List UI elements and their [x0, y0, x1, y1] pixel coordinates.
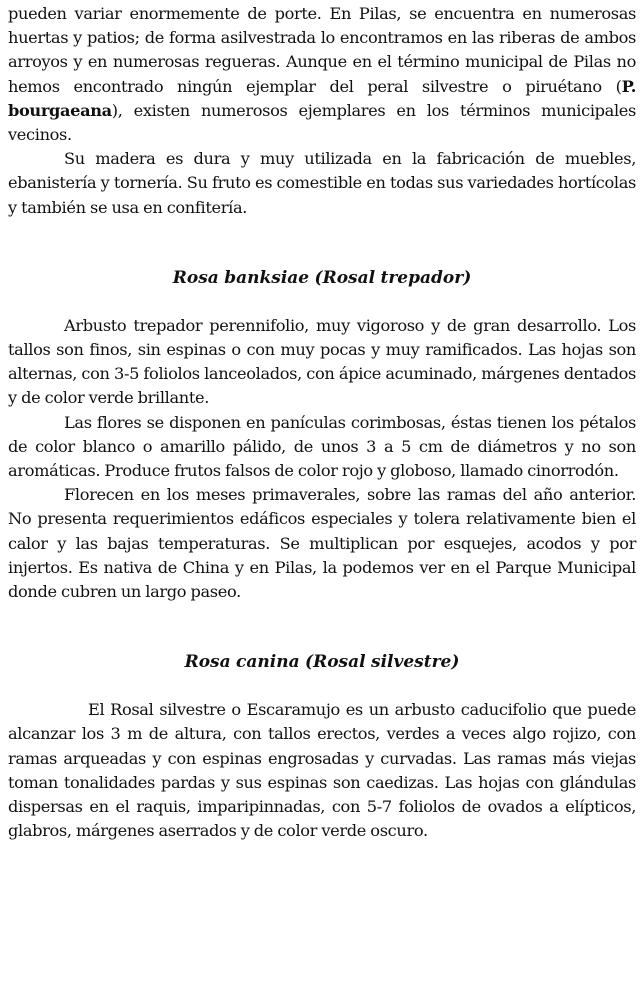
document-page [8, 2, 636, 843]
paragraph-banksiae-flowering: Florecen en los meses primaverales, sobre las ramas del año anterior. No presenta requerimientos edáficos especiales y tolera relativamente bien el calor y las bajas temperaturas. Se multiplican por esquejes, acodos y por injertos. Es nativa de China y en Pilas, la podemos ver en el Parque Municipal donde cubren un largo paseo. [8, 485, 636, 602]
paragraph-banksiae-description: Arbusto trepador perennifolio, muy vigoroso y de gran desarrollo. Los tallos son finos, sin espinas o con muy pocas y muy ramificados. Las hojas son alternas, con 3-5 foliolos lanceolados, con ápice acuminado, márgenes dentados y de color verde brillante. [8, 315, 636, 408]
section-heading-rosa-banksiae: Rosa banksiae (Rosal trepador) [172, 267, 472, 288]
paragraph-pyrus-distribution [8, 2, 636, 147]
paragraph-text: pueden variar enormemente de porte. En Pilas, se encuentra en numerosas huertas y patios; de forma asilvestrada lo encontramos en las riberas de ambos arroyos y en numerosas regueras. Aunque en el término municipal de Pilas no hemos encontrado ningún ejemplar del peral silvestre o piruétano ( [8, 4, 636, 96]
paragraph-canina-description: El Rosal silvestre o Escaramujo es un arbusto caducifolio que puede alcanzar los 3 m de altura, con tallos erectos, verdes a veces algo rojizo, con ramas arqueadas y con espinas engrosadas y curvadas. Las ramas más viejas toman tonalidades pardas y sus espinas son caedizas. Las hojas con glándulas dispersas en el raquis, imparipinnadas, con 5-7 foliolos de ovados a elípticos, glabros, márgenes aserrados y de color verde oscuro. [8, 700, 636, 841]
paragraph-text: ), existen numerosos ejemplares en los términos municipales vecinos. [8, 100, 636, 145]
scientific-name: P. bourgaeana [8, 76, 636, 120]
paragraph-pyrus-uses: Su madera es dura y muy utilizada en la fabricación de muebles, ebanistería y tornería. Su fruto es comestible en todas sus variedades hortícolas y también se usa en confitería. [8, 149, 636, 217]
section-heading-rosa-canina: Rosa canina (Rosal silvestre) [184, 652, 460, 673]
paragraph-banksiae-flowers: Las flores se disponen en panículas corimbosas, éstas tienen los pétalos de color blanco o amarillo pálido, de unos 3 a 5 cm de diámetros y no son aromáticas. Produce frutos falsos de color rojo y globoso, llamado cinorrodón. [8, 412, 636, 481]
